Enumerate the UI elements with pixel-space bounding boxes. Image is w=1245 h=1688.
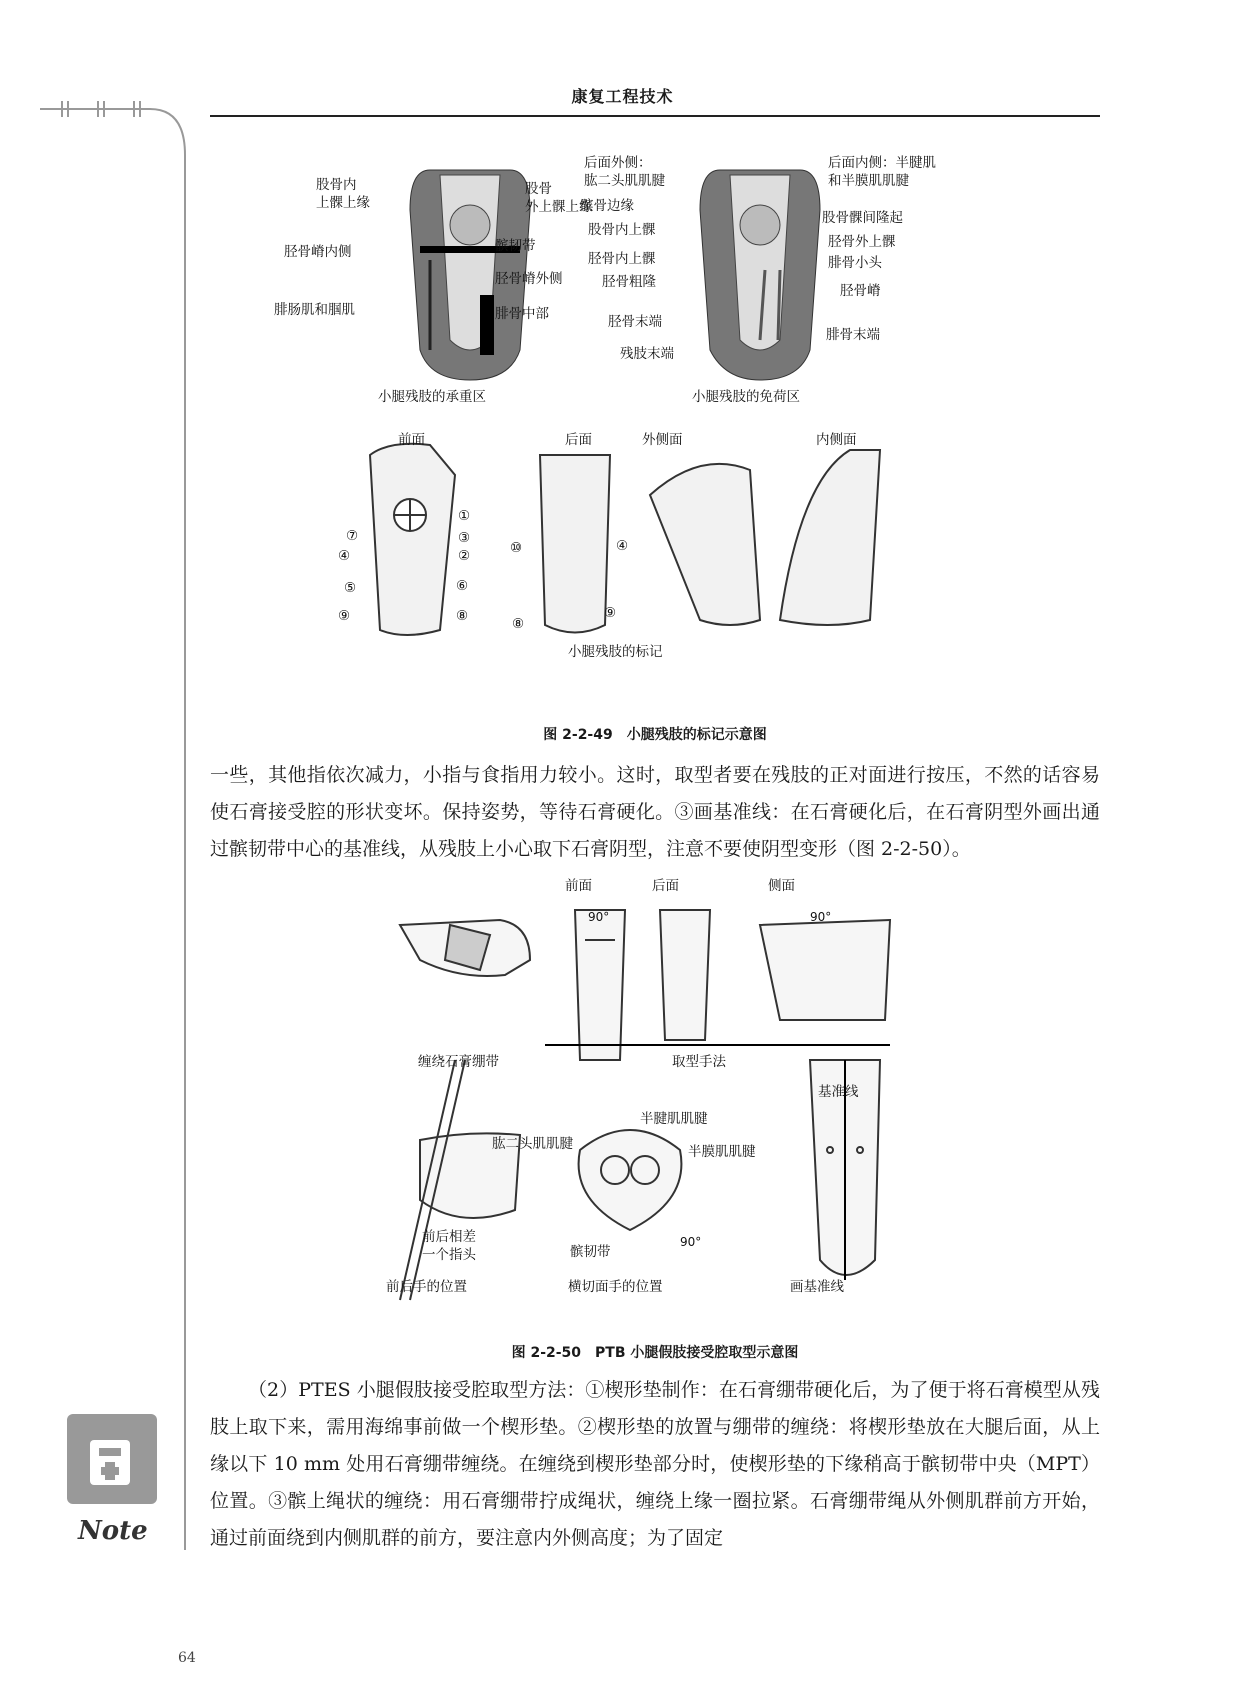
subcaption-relief: 小腿残肢的免荷区 xyxy=(692,389,800,405)
label-gastrocnemius: 腓肠肌和腘肌 xyxy=(274,302,355,318)
label-fibula-end: 腓骨末端 xyxy=(826,327,880,343)
label-semitendinosus-2: 半腱肌肌腱 xyxy=(640,1111,708,1127)
label-femur-medial-epicondyle: 股骨内 上髁上缘 xyxy=(316,177,370,211)
marker-9-back: ⑨ xyxy=(604,605,617,621)
label-patella-margin: 髌骨边缘 xyxy=(580,198,634,214)
figure-2-2-49-caption: 图 2-2-49 小腿残肢的标记示意图 xyxy=(543,727,767,743)
marker-8-back: ⑧ xyxy=(512,616,525,632)
view-medial: 内侧面 xyxy=(816,432,857,448)
view-back: 后面 xyxy=(565,432,592,448)
label-semimembranosus-2: 半膜肌肌腱 xyxy=(688,1144,756,1160)
body-paragraph-1: 一些，其他指依次减力，小指与食指用力较小。这时，取型者要在残肢的正对面进行按压，不然的话容易使石膏接受腔的形状变坏。保持姿势，等待石膏硬化。③画基准线：在石膏硬化后，在石膏阴型外画出通过髌韧带中心的基准线，从残肢上小心取下石膏阴型，注意不要使阴型变形（图 2-2-50）。 xyxy=(210,764,1100,860)
marker-9: ⑨ xyxy=(338,608,351,624)
label-patellar-tendon: 髌韧带 xyxy=(495,238,536,254)
label-tibia-lateral-condyle: 胫骨外上髁 xyxy=(828,234,896,250)
label-femur-medial-condyle: 股骨内上髁 xyxy=(588,222,656,238)
angle-cross: 90° xyxy=(680,1235,702,1249)
subcaption-technique: 取型手法 xyxy=(672,1054,726,1070)
right-leg-illustration xyxy=(700,170,820,380)
margin-decoration xyxy=(0,95,200,1555)
angle-side: 90° xyxy=(810,910,832,924)
subcaption-weight-bearing: 小腿残肢的承重区 xyxy=(378,389,486,405)
marker-2: ② xyxy=(458,548,471,564)
subcaption-wrapping: 缠绕石膏绷带 xyxy=(418,1054,499,1070)
label-tibial-crest-medial: 胫骨嵴内侧 xyxy=(284,244,352,260)
angle-front: 90° xyxy=(588,910,610,924)
label-fibula-middle: 腓骨中部 xyxy=(495,306,549,322)
label-femur-lateral-epicondyle: 股骨 外上髁上缘 xyxy=(525,181,593,215)
view-back-2: 后面 xyxy=(652,878,679,894)
label-tibia-medial-condyle: 胫骨内上髁 xyxy=(588,251,656,267)
marker-3: ③ xyxy=(458,530,471,546)
marker-10: ⑩ xyxy=(510,540,523,556)
subcaption-draw-baseline: 画基准线 xyxy=(790,1279,844,1295)
subcaption-markings: 小腿残肢的标记 xyxy=(568,644,663,660)
body-paragraph-2: （2）PTES 小腿假肢接受腔取型方法：①楔形垫制作：在石膏绷带硬化后，为了便于将石膏模型从残肢上取下来，需用海绵事前做一个楔形垫。②楔形垫的放置与绷带的缠绕：将楔形垫放在大腿后面，从上缘以下 10 mm 处用石膏绷带缠绕。在缠绕到楔形垫部分时，使楔形垫的下缘稍高于髌韧带中央（MPT）位置。③髌上绳状的缠绕：用石膏绷带拧成绳状，缠绕上缘一圈拉紧。石膏绷带绳从外侧肌群前方开始，通过前面绕到内侧肌群的前方，要注意内外侧高度；为了固定 xyxy=(210,1379,1100,1549)
subcaption-hand-position: 前后手的位置 xyxy=(386,1279,467,1295)
note-label: Note xyxy=(78,1516,148,1546)
figure-2-2-49 xyxy=(274,150,1020,710)
label-one-finger-diff: 前后相差 一个指头 xyxy=(422,1229,476,1263)
marker-1: ① xyxy=(458,508,471,524)
subcaption-cross-section: 横切面手的位置 xyxy=(568,1279,663,1295)
note-icon xyxy=(65,1412,165,1512)
view-front: 前面 xyxy=(398,432,425,448)
label-tibial-crest: 胫骨嵴 xyxy=(840,283,881,299)
label-biceps-2: 肱二头肌肌腱 xyxy=(492,1136,573,1152)
view-lateral: 外侧面 xyxy=(642,432,683,448)
figure-2-2-50 xyxy=(380,880,940,1330)
marker-4-back: ④ xyxy=(616,538,629,554)
label-tibial-crest-lateral: 胫骨嵴外侧 xyxy=(495,271,563,287)
marker-4: ④ xyxy=(338,548,351,564)
label-baseline: 基准线 xyxy=(818,1084,859,1100)
label-tibia-end: 胫骨末端 xyxy=(608,314,662,330)
label-patellar-tendon-2: 髌韧带 xyxy=(570,1244,611,1260)
label-stump-end: 残肢末端 xyxy=(620,346,674,362)
running-header: 康复工程技术 xyxy=(571,87,674,106)
header-rule xyxy=(210,115,1100,117)
marker-7: ⑦ xyxy=(346,528,359,544)
view-side-2: 侧面 xyxy=(768,878,795,894)
view-front-2: 前面 xyxy=(565,878,592,894)
label-biceps-tendon: 后面外侧： 肱二头肌肌腱 xyxy=(584,155,665,189)
label-tibial-tuberosity: 胫骨粗隆 xyxy=(602,274,656,290)
page-number: 64 xyxy=(178,1650,196,1666)
label-fibula-head: 腓骨小头 xyxy=(828,255,882,271)
label-intercondylar-eminence: 股骨髁间隆起 xyxy=(822,210,903,226)
marker-8: ⑧ xyxy=(456,608,469,624)
figure-2-2-50-caption: 图 2-2-50 PTB 小腿假肢接受腔取型示意图 xyxy=(511,1345,799,1361)
marker-6: ⑥ xyxy=(456,578,469,594)
label-semitendinosus: 后面内侧：半腱肌 和半膜肌肌腱 xyxy=(828,155,936,189)
marker-5: ⑤ xyxy=(344,580,357,596)
